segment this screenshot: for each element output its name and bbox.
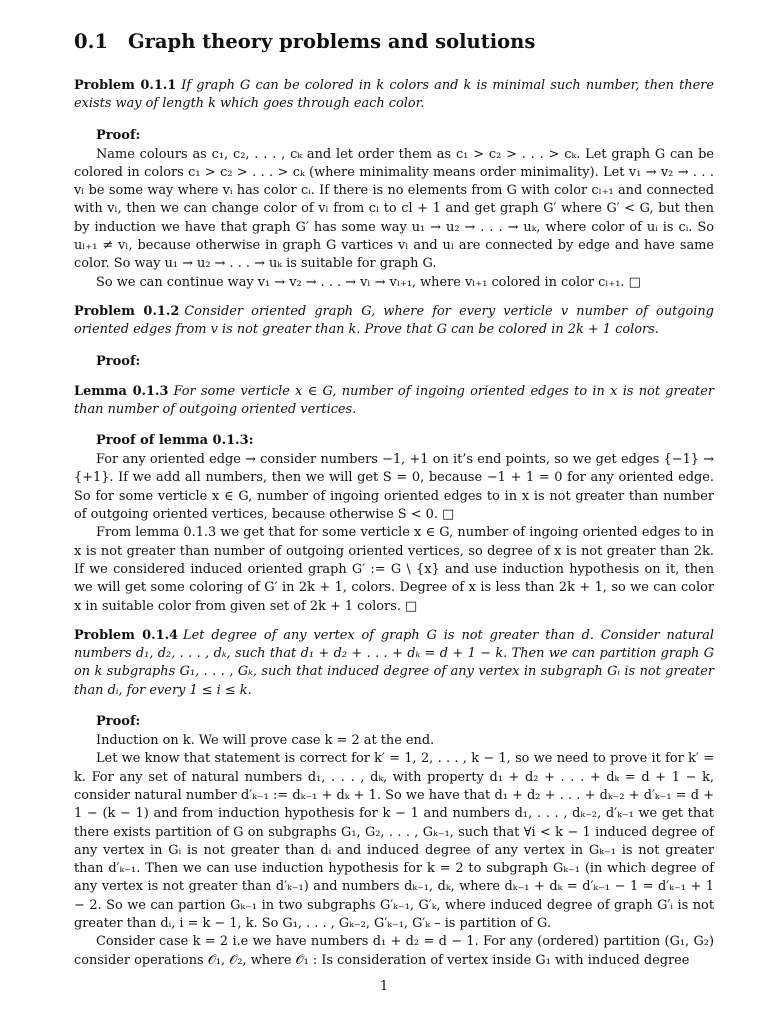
section-number: 0.1: [74, 30, 108, 53]
proof-heading: Proof:: [96, 127, 141, 143]
proof-heading: Proof:: [96, 714, 141, 730]
lemma-0-1-3: [74, 383, 714, 420]
problem-statement: Consider oriented graph G, where for every verticle v number of outgoing oriented edges from v is not greater than k. Prove that G can be colored in 2k + 1 colors.: [74, 303, 714, 338]
proof-paragraph: So we can continue way v₁ → v₂ → . . . → vₗ → vₗ₊₁, where vₗ₊₁ colored in color cₗ₊₁. □: [96, 274, 641, 290]
proof-paragraph: From lemma 0.1.3 we get that for some verticle x ∈ G, number of ingoing oriented edges to in x is not greater than number of outgoing oriented vertices, so degree of x is not greater than 2k. If we considered induced oriented graph G′ := G \ {x} and use induction hypothesis on it, then we will get some coloring of G′ in 2k + 1, colors. Degree of x is less than 2k + 1, so we can color x in suitable color from given set of 2k + 1 colors. □: [74, 525, 714, 614]
problem-label: Problem 0.1.1: [74, 78, 177, 93]
page-number: 1: [379, 979, 389, 994]
problem-0-1-4: [74, 627, 714, 700]
section-heading: [74, 30, 714, 53]
proof-paragraph: Let we know that statement is correct for k′ = 1, 2, . . . , k − 1, so we need to prove it for k′ = k. For any set of natural numbers d₁, . . . , dₖ, with property d₁ + d₂ + . . . + dₖ = d + 1 − k, consider natural number d′ₖ₋₁ := dₖ₋₁ + dₖ + 1. So we have that d₁ + d₂ + . . . + dₖ₋₂ + d′ₖ₋₁ = d + 1 − (k − 1) and from induction hypothesis for k − 1 and numbers d₁, . . . , dₖ₋₂, d′ₖ₋₁ we get that there exists partition of G on subgraphs G₁, G₂, . . . , Gₖ₋₁, such that ∀i < k − 1 induced degree of any vertex in Gᵢ is not greater than dᵢ and induced degree of any vertex in Gₖ₋₁ is not greater than d′ₖ₋₁. Then we can use induction hypothesis for k = 2 to subgraph Gₖ₋₁ (in which degree of any vertex is not greater than d′ₖ₋₁) and numbers dₖ₋₁, dₖ, where dₖ₋₁ + dₖ = d′ₖ₋₁ − 1 = d′ₖ₋₁ + 1 − 2. So we can partion Gₖ₋₁ in two subgraphs G′ₖ₋₁, G′ₖ, where induced degree of graph G′ᵢ is not greater than dᵢ, i = k − 1, k. So G₁, . . . , Gₖ₋₂, G′ₖ₋₁, G′ₖ – is partition of G.: [74, 751, 714, 931]
lemma-statement: For some verticle x ∈ G, number of ingoing oriented edges to in x is not greater than number of outgoing oriented vertices.: [74, 383, 714, 417]
problem-label: Problem 0.1.4: [74, 627, 179, 643]
problem-0-1-1: [74, 77, 714, 114]
problem-statement: Let degree of any vertex of graph G is not greater than d. Consider natural numbers d₁, d₂, . . . , dₖ, such that d₁ + d₂ + . . . + dₖ = d + 1 − k. Then we can partition graph G on k subgraphs G₁, . . . , Gₖ, such that induced degree of any vertex in subgraph Gᵢ is not greater than dᵢ, for every 1 ≤ i ≤ k.: [74, 627, 714, 698]
page-body: [74, 30, 714, 970]
proof-paragraph: Consider case k = 2 i.e we have numbers d₁ + d₂ = d − 1. For any (ordered) partition (G₁, G₂) consider operations 𝒪₁, 𝒪₂, where 𝒪₁ : Is consideration of vertex inside G₁ with induced degree: [74, 934, 714, 968]
proof-paragraph: Name colours as c₁, c₂, . . . , cₖ and let order them as c₁ > c₂ > . . . > cₖ. Let graph G can be colored in colors c₁ > c₂ > . . . > cₖ (where minimality means order minimality). Let v₁ → v₂ → . . . vₗ be some way where vᵢ has color cᵢ. If there is no elements from G with color cₗ₊₁ and connected with vₗ, then we can change color of vₗ from cₗ to cl + 1 and get graph G′ where G′ < G, but then by induction we have that graph G′ has some way u₁ → u₂ → . . . → uₖ, where color of uᵢ is cᵢ. So uₗ₊₁ ≠ vₗ, because otherwise in graph G vartices vₗ and uₗ are connected by edge and have same color. So way u₁ → u₂ → . . . → uₖ is suitable for graph G.: [74, 146, 714, 272]
proof-heading: Proof of lemma 0.1.3:: [96, 433, 254, 449]
lemma-label: Lemma 0.1.3: [74, 383, 169, 399]
problem-label: Problem 0.1.2: [74, 303, 180, 319]
proof-paragraph: For any oriented edge → consider numbers −1, +1 on it’s end points, so we get edges {−1} → {+1}. If we add all numbers, then we will get S = 0, because −1 + 1 = 0 for any oriented edge. So for some verticle x ∈ G, number of ingoing oriented edges to in x is not greater than number of outgoing oriented vertices, because otherwise S < 0. □: [74, 452, 714, 523]
proof-paragraph: Induction on k. We will prove case k = 2 at the end.: [96, 733, 435, 749]
problem-statement: If graph G can be colored in k colors and k is minimal such number, then there exists way of length k which goes through each color.: [74, 78, 714, 112]
proof-heading: Proof:: [96, 353, 141, 369]
problem-0-1-2: [74, 303, 714, 340]
section-title: Graph theory problems and solutions: [128, 30, 536, 53]
